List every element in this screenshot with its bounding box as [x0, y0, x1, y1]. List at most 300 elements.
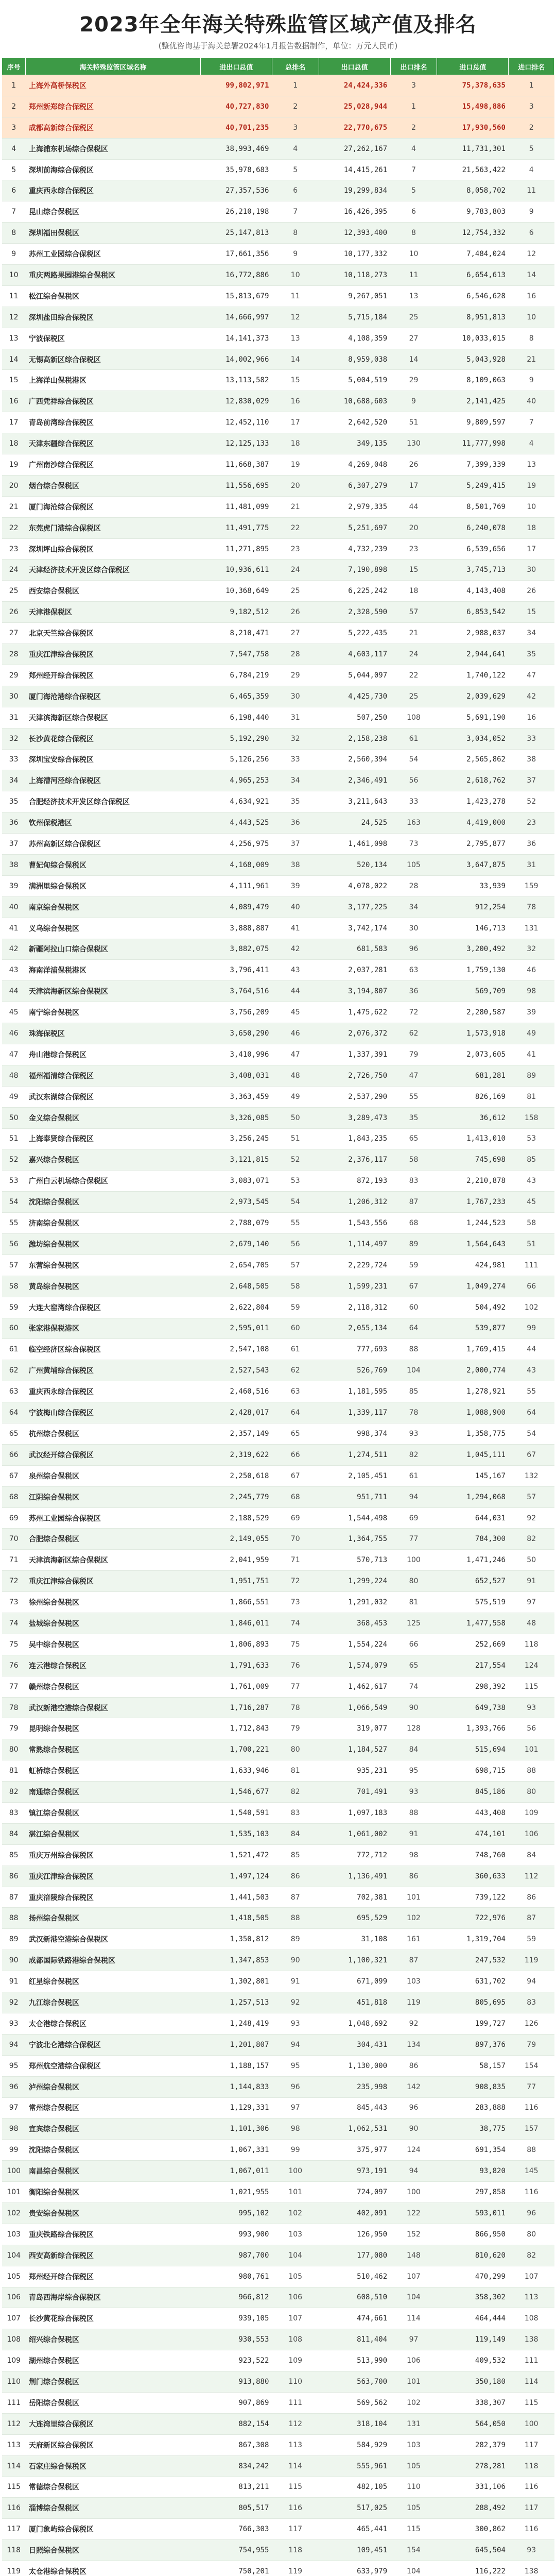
row-index: 57 [2, 1255, 26, 1276]
row-index: 62 [2, 1360, 26, 1381]
zone-name: 长沙黄花综合保税区 [26, 728, 200, 749]
total-value: 1,700,221 [200, 1739, 272, 1760]
row-index: 15 [2, 370, 26, 391]
export-value: 177,080 [319, 2245, 390, 2266]
import-rank: 67 [509, 1444, 554, 1465]
import-rank: 91 [509, 1571, 554, 1592]
import-value: 2,000,774 [437, 1360, 509, 1381]
import-rank: 117 [509, 2498, 554, 2519]
total-value: 1,101,306 [200, 2119, 272, 2140]
zone-name: 曹妃甸综合保税区 [26, 854, 200, 875]
total-value: 3,410,996 [200, 1044, 272, 1065]
table-row [2, 285, 554, 307]
import-value: 6,539,656 [437, 538, 509, 560]
export-value: 2,328,590 [319, 602, 390, 623]
import-rank: 80 [509, 1782, 554, 1803]
total-value: 1,347,853 [200, 1950, 272, 1971]
table-row [2, 307, 554, 328]
total-rank: 67 [272, 1465, 319, 1486]
export-value: 3,211,643 [319, 791, 390, 812]
export-value: 1,062,531 [319, 2119, 390, 2140]
total-rank: 9 [272, 244, 319, 265]
import-rank: 109 [509, 1803, 554, 1824]
total-value: 11,271,895 [200, 538, 272, 560]
total-rank: 19 [272, 454, 319, 476]
row-index: 19 [2, 454, 26, 476]
zone-name: 江阴综合保税区 [26, 1486, 200, 1507]
zone-name: 无锡高新区综合保税区 [26, 349, 200, 370]
import-value: 1,358,775 [437, 1423, 509, 1445]
import-rank: 2 [509, 117, 554, 138]
import-value: 912,254 [437, 896, 509, 918]
import-value: 897,376 [437, 2034, 509, 2055]
export-rank: 103 [390, 1971, 437, 1992]
zone-name: 徐州综合保税区 [26, 1592, 200, 1613]
zone-name: 重庆涪陵综合保税区 [26, 1887, 200, 1908]
import-value: 652,527 [437, 1571, 509, 1592]
import-rank: 124 [509, 1655, 554, 1676]
export-value: 1,184,527 [319, 1739, 390, 1760]
export-rank: 100 [390, 1550, 437, 1571]
row-index: 78 [2, 1697, 26, 1718]
import-rank: 158 [509, 1107, 554, 1128]
import-value: 2,039,629 [437, 686, 509, 707]
total-value: 1,188,157 [200, 2055, 272, 2076]
import-rank: 6 [509, 223, 554, 244]
export-value: 19,299,834 [319, 180, 390, 201]
row-index: 69 [2, 1507, 26, 1529]
import-rank: 5 [509, 138, 554, 159]
zone-name: 广州黄埔综合保税区 [26, 1360, 200, 1381]
export-value: 633,979 [319, 2561, 390, 2576]
row-index: 105 [2, 2266, 26, 2287]
export-value: 1,461,098 [319, 834, 390, 855]
export-rank: 93 [390, 1423, 437, 1445]
export-value: 1,543,556 [319, 1213, 390, 1234]
row-index: 74 [2, 1613, 26, 1634]
total-value: 1,129,331 [200, 2097, 272, 2119]
total-value: 1,302,801 [200, 1971, 272, 1992]
total-value: 11,481,099 [200, 496, 272, 517]
export-value: 3,742,174 [319, 918, 390, 939]
export-rank: 105 [390, 2498, 437, 2519]
total-value: 15,813,679 [200, 285, 272, 307]
export-rank: 114 [390, 2308, 437, 2329]
export-rank: 44 [390, 496, 437, 517]
total-rank: 111 [272, 2392, 319, 2413]
export-value: 520,134 [319, 854, 390, 875]
table-row [2, 875, 554, 896]
import-rank: 1 [509, 75, 554, 96]
import-rank: 10 [509, 307, 554, 328]
export-rank: 3 [390, 75, 437, 96]
import-value: 1,767,233 [437, 1192, 509, 1213]
export-value: 671,099 [319, 1971, 390, 1992]
total-value: 1,535,103 [200, 1823, 272, 1844]
export-value: 27,262,167 [319, 138, 390, 159]
export-value: 507,250 [319, 707, 390, 728]
zone-name: 成都高新综合保税区 [26, 117, 200, 138]
row-index: 38 [2, 854, 26, 875]
total-value: 1,067,011 [200, 2161, 272, 2182]
zone-name: 湛江综合保税区 [26, 1823, 200, 1844]
table-row [2, 791, 554, 812]
total-value: 9,182,512 [200, 602, 272, 623]
export-rank: 86 [390, 1866, 437, 1887]
export-value: 998,374 [319, 1423, 390, 1445]
total-rank: 86 [272, 1866, 319, 1887]
total-rank: 62 [272, 1360, 319, 1381]
import-rank: 26 [509, 581, 554, 602]
row-index: 26 [2, 602, 26, 623]
export-rank: 108 [390, 707, 437, 728]
zone-name: 深圳坪山综合保税区 [26, 538, 200, 560]
import-rank: 98 [509, 981, 554, 1002]
total-rank: 4 [272, 138, 319, 159]
row-index: 119 [2, 2561, 26, 2576]
zone-name: 苏州工业园综合保税区 [26, 1507, 200, 1529]
import-rank: 126 [509, 2013, 554, 2034]
zone-name: 上海漕河泾综合保税区 [26, 770, 200, 791]
import-value: 93,820 [437, 2161, 509, 2182]
import-rank: 66 [509, 1276, 554, 1297]
import-value: 58,157 [437, 2055, 509, 2076]
zone-name: 松江综合保税区 [26, 285, 200, 307]
total-value: 1,201,807 [200, 2034, 272, 2055]
zone-name: 太仓港综合保税区 [26, 2013, 200, 2034]
zone-name: 张家港保税港区 [26, 1318, 200, 1339]
import-rank: 3 [509, 96, 554, 117]
import-value: 21,563,422 [437, 159, 509, 180]
total-value: 1,441,503 [200, 1887, 272, 1908]
row-index: 45 [2, 1002, 26, 1023]
total-rank: 3 [272, 117, 319, 138]
total-rank: 95 [272, 2055, 319, 2076]
export-value: 811,404 [319, 2329, 390, 2350]
table-row [2, 349, 554, 370]
export-rank: 107 [390, 2266, 437, 2287]
row-index: 75 [2, 1634, 26, 1655]
total-rank: 97 [272, 2097, 319, 2119]
total-value: 766,303 [200, 2519, 272, 2540]
export-value: 4,108,359 [319, 328, 390, 349]
row-index: 111 [2, 2392, 26, 2413]
total-rank: 21 [272, 496, 319, 517]
export-value: 1,554,224 [319, 1634, 390, 1655]
import-value: 252,669 [437, 1634, 509, 1655]
export-value: 1,599,231 [319, 1276, 390, 1297]
import-value: 1,294,068 [437, 1486, 509, 1507]
table-row [2, 1276, 554, 1297]
export-value: 584,929 [319, 2434, 390, 2455]
export-rank: 97 [390, 2329, 437, 2350]
total-rank: 45 [272, 1002, 319, 1023]
row-index: 116 [2, 2498, 26, 2519]
import-value: 504,492 [437, 1297, 509, 1318]
import-rank: 16 [509, 707, 554, 728]
zone-name: 天津东疆综合保税区 [26, 433, 200, 454]
table-row [2, 2329, 554, 2350]
row-index: 34 [2, 770, 26, 791]
row-index: 32 [2, 728, 26, 749]
import-rank: 106 [509, 1823, 554, 1844]
total-value: 1,418,505 [200, 1908, 272, 1929]
export-value: 304,431 [319, 2034, 390, 2055]
import-rank: 15 [509, 602, 554, 623]
row-index: 28 [2, 644, 26, 665]
table-row [2, 981, 554, 1002]
total-rank: 69 [272, 1507, 319, 1529]
total-rank: 94 [272, 2034, 319, 2055]
zone-name: 天府新区综合保税区 [26, 2434, 200, 2455]
total-value: 12,125,133 [200, 433, 272, 454]
total-value: 993,900 [200, 2224, 272, 2245]
row-index: 41 [2, 918, 26, 939]
zone-name: 重庆江津综合保税区 [26, 644, 200, 665]
row-index: 76 [2, 1655, 26, 1676]
export-value: 318,104 [319, 2413, 390, 2434]
zone-name: 吴中综合保税区 [26, 1634, 200, 1655]
import-rank: 37 [509, 770, 554, 791]
total-value: 805,517 [200, 2498, 272, 2519]
row-index: 21 [2, 496, 26, 517]
row-index: 65 [2, 1423, 26, 1445]
table-row [2, 2266, 554, 2287]
table-row [2, 1339, 554, 1360]
total-rank: 70 [272, 1529, 319, 1550]
export-value: 701,491 [319, 1782, 390, 1803]
import-value: 278,281 [437, 2455, 509, 2477]
table-row [2, 1065, 554, 1086]
table-row [2, 1360, 554, 1381]
table-row [2, 517, 554, 538]
import-rank: 115 [509, 2392, 554, 2413]
export-rank: 101 [390, 2371, 437, 2393]
total-rank: 26 [272, 602, 319, 623]
table-row [2, 1634, 554, 1655]
row-index: 46 [2, 1023, 26, 1044]
zone-name: 舟山港综合保税区 [26, 1044, 200, 1065]
export-rank: 68 [390, 1213, 437, 1234]
total-value: 2,149,055 [200, 1529, 272, 1550]
total-rank: 83 [272, 1803, 319, 1824]
total-value: 38,993,469 [200, 138, 272, 159]
total-value: 834,242 [200, 2455, 272, 2477]
table-row [2, 1423, 554, 1445]
table-row [2, 201, 554, 223]
export-value: 474,661 [319, 2308, 390, 2329]
export-value: 2,346,491 [319, 770, 390, 791]
export-value: 2,726,750 [319, 1065, 390, 1086]
total-rank: 82 [272, 1782, 319, 1803]
row-index: 11 [2, 285, 26, 307]
row-index: 72 [2, 1571, 26, 1592]
import-rank: 118 [509, 1634, 554, 1655]
total-rank: 118 [272, 2540, 319, 2561]
total-value: 11,556,695 [200, 475, 272, 496]
import-value: 358,302 [437, 2287, 509, 2308]
zone-name: 重庆两路果园港综合保税区 [26, 265, 200, 286]
import-value: 38,775 [437, 2119, 509, 2140]
import-value: 1,759,130 [437, 960, 509, 981]
table-row [2, 918, 554, 939]
total-rank: 64 [272, 1402, 319, 1423]
total-rank: 112 [272, 2413, 319, 2434]
import-value: 12,754,332 [437, 223, 509, 244]
total-value: 3,121,815 [200, 1149, 272, 1171]
export-rank: 79 [390, 1044, 437, 1065]
total-value: 1,806,893 [200, 1634, 272, 1655]
zone-name: 常熟综合保税区 [26, 1739, 200, 1760]
export-value: 5,044,097 [319, 665, 390, 686]
import-value: 1,045,111 [437, 1444, 509, 1465]
total-value: 1,846,011 [200, 1613, 272, 1634]
import-rank: 113 [509, 2287, 554, 2308]
table-row [2, 391, 554, 412]
export-rank: 62 [390, 1023, 437, 1044]
zone-name: 重庆江津综合保税区 [26, 1866, 200, 1887]
export-rank: 36 [390, 981, 437, 1002]
total-value: 980,761 [200, 2266, 272, 2287]
import-rank: 48 [509, 1613, 554, 1634]
import-rank: 145 [509, 2161, 554, 2182]
export-rank: 61 [390, 1465, 437, 1486]
import-rank: 119 [509, 1950, 554, 1971]
export-value: 10,688,603 [319, 391, 390, 412]
total-rank: 12 [272, 307, 319, 328]
export-value: 2,537,290 [319, 1086, 390, 1107]
table-row [2, 1023, 554, 1044]
export-value: 973,191 [319, 2161, 390, 2182]
export-value: 1,130,000 [319, 2055, 390, 2076]
zone-name: 南京综合保税区 [26, 896, 200, 918]
table-row [2, 2350, 554, 2371]
export-rank: 134 [390, 2034, 437, 2055]
total-rank: 14 [272, 349, 319, 370]
export-rank: 58 [390, 1149, 437, 1171]
table-row [2, 581, 554, 602]
export-rank: 124 [390, 2140, 437, 2161]
total-value: 2,245,779 [200, 1486, 272, 1507]
row-index: 104 [2, 2245, 26, 2266]
zone-name: 重庆江津综合保税区 [26, 1571, 200, 1592]
total-rank: 30 [272, 686, 319, 707]
import-value: 739,122 [437, 1887, 509, 1908]
export-value: 777,693 [319, 1339, 390, 1360]
row-index: 117 [2, 2519, 26, 2540]
import-value: 288,492 [437, 2498, 509, 2519]
export-value: 6,307,279 [319, 475, 390, 496]
table-row [2, 412, 554, 433]
import-rank: 49 [509, 1023, 554, 1044]
export-rank: 94 [390, 2161, 437, 2182]
table-row [2, 2055, 554, 2076]
total-rank: 68 [272, 1486, 319, 1507]
export-rank: 25 [390, 307, 437, 328]
total-value: 2,428,017 [200, 1402, 272, 1423]
zone-name: 合肥经济技术开发区综合保税区 [26, 791, 200, 812]
import-rank: 44 [509, 1339, 554, 1360]
total-value: 2,041,959 [200, 1550, 272, 1571]
zone-name: 合肥综合保税区 [26, 1529, 200, 1550]
export-value: 451,818 [319, 1992, 390, 2013]
import-rank: 111 [509, 2350, 554, 2371]
import-value: 2,988,037 [437, 623, 509, 644]
import-rank: 57 [509, 1486, 554, 1507]
zone-name: 金义综合保税区 [26, 1107, 200, 1128]
export-value: 1,544,498 [319, 1507, 390, 1529]
zone-name: 日照综合保税区 [26, 2540, 200, 2561]
total-rank: 89 [272, 1929, 319, 1950]
total-rank: 6 [272, 180, 319, 201]
total-rank: 55 [272, 1213, 319, 1234]
import-rank: 39 [509, 1002, 554, 1023]
import-rank: 84 [509, 1844, 554, 1866]
zone-name: 重庆西永综合保税区 [26, 1381, 200, 1402]
page-subtitle: (整优咨询基于海关总署2024年1月报告数据制作，单位：万元人民币) [158, 41, 398, 50]
export-rank: 61 [390, 728, 437, 749]
export-value: 513,990 [319, 2350, 390, 2371]
import-rank: 9 [509, 370, 554, 391]
table-row [2, 1444, 554, 1465]
row-index: 67 [2, 1465, 26, 1486]
total-rank: 81 [272, 1760, 319, 1782]
zone-name: 宁波梅山综合保税区 [26, 1402, 200, 1423]
total-rank: 59 [272, 1297, 319, 1318]
row-index: 106 [2, 2287, 26, 2308]
row-index: 6 [2, 180, 26, 201]
row-index: 114 [2, 2455, 26, 2477]
row-index: 55 [2, 1213, 26, 1234]
import-rank: 116 [509, 2519, 554, 2540]
total-value: 3,083,071 [200, 1171, 272, 1192]
table-row [2, 159, 554, 180]
table-row [2, 1529, 554, 1550]
row-index: 94 [2, 2034, 26, 2055]
import-rank: 93 [509, 2540, 554, 2561]
table-row [2, 496, 554, 517]
export-value: 3,177,225 [319, 896, 390, 918]
import-value: 338,307 [437, 2392, 509, 2413]
total-value: 2,654,705 [200, 1255, 272, 1276]
import-value: 5,249,415 [437, 475, 509, 496]
row-index: 86 [2, 1866, 26, 1887]
total-rank: 108 [272, 2329, 319, 2350]
total-rank: 40 [272, 896, 319, 918]
total-rank: 84 [272, 1823, 319, 1844]
total-value: 3,756,209 [200, 1002, 272, 1023]
total-value: 10,936,611 [200, 560, 272, 581]
import-rank: 87 [509, 1908, 554, 1929]
table-row [2, 1086, 554, 1107]
zone-name: 广州南沙综合保税区 [26, 454, 200, 476]
export-value: 1,462,617 [319, 1676, 390, 1697]
total-value: 3,326,085 [200, 1107, 272, 1128]
import-rank: 154 [509, 2055, 554, 2076]
row-index: 95 [2, 2055, 26, 2076]
import-value: 474,101 [437, 1823, 509, 1844]
import-value: 1,413,010 [437, 1128, 509, 1149]
export-rank: 74 [390, 1676, 437, 1697]
zone-name: 成都国际铁路港综合保税区 [26, 1950, 200, 1971]
table-row [2, 1213, 554, 1234]
total-rank: 90 [272, 1950, 319, 1971]
import-rank: 107 [509, 2266, 554, 2287]
total-rank: 34 [272, 770, 319, 791]
total-rank: 17 [272, 412, 319, 433]
table-row [2, 244, 554, 265]
export-rank: 119 [390, 1992, 437, 2013]
